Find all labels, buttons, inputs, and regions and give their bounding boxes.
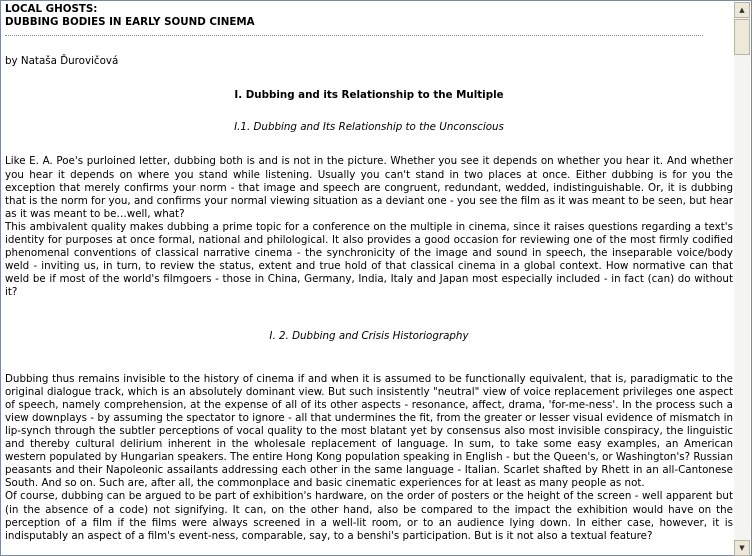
paragraph-1: Like E. A. Poe's purloined letter, dubbing both is and is not in the picture. Whether you see it depends on whether you hear it. And whether you hear it depends on where you stand while listening. Usually you can't stand in two places at once. Either dubbing is for you the exception that merely confirms your norm - that image and speech are congruent, redundant, wedded, indistinguishable. Or, it is dubbing that is the norm for you, and confirms your normal viewing situation as a deviant one - you see the film as it was meant to be seen, but hear as it was meant to be…well, what?	[5, 155, 733, 220]
article-title-line2: DUBBING BODIES IN EARLY SOUND CINEMA	[5, 16, 255, 29]
dotted-divider	[5, 35, 703, 36]
paragraph-2: This ambivalent quality makes dubbing a prime topic for a conference on the multiple in cinema, since it raises questions regarding a text's identity for purposes at once formal, national and philological. It also provides a good occasion for reviewing one of the most firmly codified phenomenal conventions of classical narrative cinema - the synchronicity of the image and sound in speech, the inseparable voice/body weld - inviting us, in turn, to review the status, extent and true hold of that classical cinema in a global context. How normative can that weld be if most of the world's filmgoers - those in China, Germany, India, Italy and Japan most especially included - in fact (can) do without it?	[5, 220, 733, 299]
paragraph-4: Of course, dubbing can be argued to be part of exhibition's hardware, on the order of posters or the height of the screen - well apparent but (in the absence of a code) not signifying. It can, on the other hand, also be compared to the impact the exhibition would have on the perception of a film if the films were always screened in a well-lit room, or to an audience lying down. In either case, however, it is indisputably an aspect of a film's event-ness, comparable, say, to a benshi's participation. But is it not also a textual feature?	[5, 490, 733, 542]
article-title-line1: LOCAL GHOSTS:	[5, 3, 98, 15]
article-author: by Nataša Ďurovičová	[5, 55, 119, 68]
arrow-up-icon: ▲	[739, 5, 745, 14]
scrollbar-thumb[interactable]	[734, 19, 750, 55]
paragraph-3: Dubbing thus remains invisible to the history of cinema if and when it is assumed to be functionally equivalent, that is, paradigmatic to the original dialogue track, which is an absolutely dominant view. But such insistently "neutral" view of voice replacement privileges one aspect of speech, namely comprehension, at the expense of all of its other aspects - resonance, affect, drama, 'for-me-ness'. In the process such a view downplays - by assuming the spectator to ignore - all that undermines the fit, from the greater or lesser visual evidence of mismatch in lip-synch through the subtler perceptions of vocal quality to the most blatant yet by consensus also most invisible conspiracy, the linguistic and thereby cultural delirium inherent in the wholesale replacement of language. In sum, to take some easy examples, an American western populated by Hungarian speakers. The entire Hong Kong population speaking in English - but the Queen's, or Washington's? Russian peasants and their Napoleonic assailants addressing each other in the same language - Italian. Scarlet shafted by Rhett in an all-Cantonese South. And so on. Such are, after all, the commonplace and basic cinematic experiences for at least as many people as not.	[5, 372, 733, 490]
scroll-down-button[interactable]	[734, 540, 750, 556]
subsection-heading-2: I. 2. Dubbing and Crisis Historiography	[269, 329, 469, 342]
scroll-up-button[interactable]	[734, 2, 750, 18]
arrow-down-icon: ▼	[739, 543, 745, 552]
subsection-heading-1: I.1. Dubbing and Its Relationship to the Unconscious	[234, 121, 504, 134]
section-heading: I. Dubbing and its Relationship to the Multiple	[234, 89, 504, 102]
document-content	[5, 3, 733, 555]
vertical-scrollbar[interactable]	[734, 2, 750, 556]
